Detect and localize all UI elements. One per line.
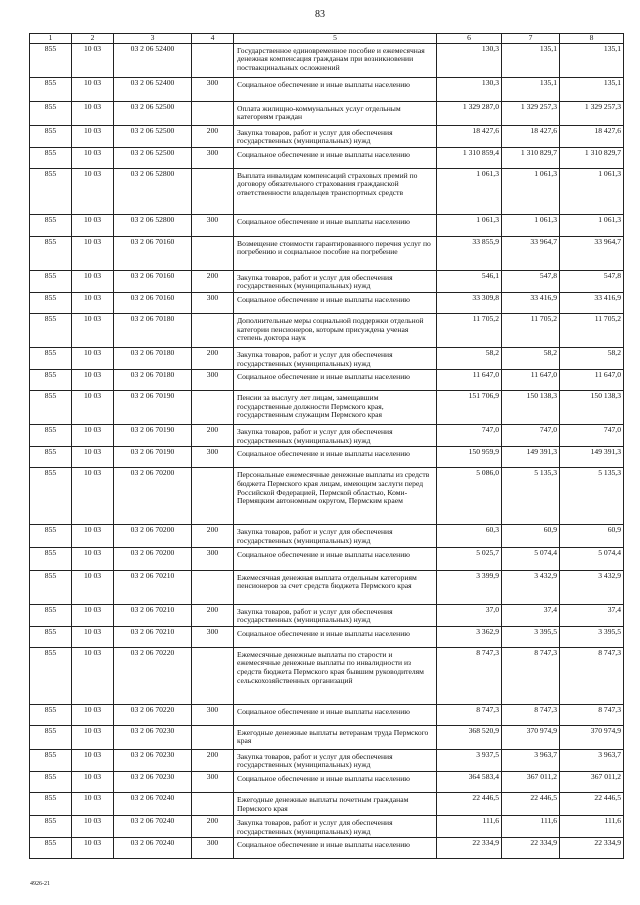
cell-expense-type: 300	[192, 77, 234, 101]
cell-ministry-code: 855	[30, 570, 72, 604]
header-col-1: 1	[30, 34, 72, 44]
cell-amount-col7: 60,9	[502, 525, 560, 547]
cell-expense-type: 200	[192, 604, 234, 626]
table-row	[30, 749, 624, 771]
cell-amount-col8: 5 135,3	[560, 468, 624, 525]
cell-amount-col8: 37,4	[560, 604, 624, 626]
cell-target-article: 03 2 06 70160	[114, 292, 192, 313]
cell-amount-col8: 11 705,2	[560, 313, 624, 347]
cell-name: Возмещение стоимости гарантированного перечня услуг по погребению и социальное пособие на погребение	[234, 236, 437, 270]
cell-target-article: 03 2 06 52800	[114, 214, 192, 236]
table-row	[30, 125, 624, 147]
cell-section-code: 10 03	[72, 570, 114, 604]
cell-target-article: 03 2 06 52800	[114, 168, 192, 214]
cell-section-code: 10 03	[72, 447, 114, 468]
cell-amount-col6: 5 086,0	[437, 468, 502, 525]
cell-ministry-code: 855	[30, 725, 72, 749]
cell-section-code: 10 03	[72, 525, 114, 547]
page-number: 83	[315, 9, 325, 20]
cell-ministry-code: 855	[30, 391, 72, 425]
cell-name: Персональные ежемесячные денежные выплаты из средств бюджета Пермского края лицам, имеющим заслуги перед Российской Федерацией, Пермской областью, Коми-Пермяцким автономным округом, Пермским краем	[234, 468, 437, 525]
cell-amount-col8: 58,2	[560, 347, 624, 369]
cell-ministry-code: 855	[30, 313, 72, 347]
cell-amount-col8: 367 011,2	[560, 771, 624, 792]
cell-expense-type	[192, 570, 234, 604]
cell-amount-col6: 3 937,5	[437, 749, 502, 771]
cell-ministry-code: 855	[30, 468, 72, 525]
cell-target-article: 03 2 06 70210	[114, 604, 192, 626]
cell-target-article: 03 2 06 70230	[114, 771, 192, 792]
cell-ministry-code: 855	[30, 626, 72, 647]
cell-amount-col8: 33 964,7	[560, 236, 624, 270]
table-body	[30, 34, 624, 859]
cell-target-article: 03 2 06 70160	[114, 270, 192, 292]
cell-amount-col6: 33 855,9	[437, 236, 502, 270]
table-row	[30, 604, 624, 626]
cell-expense-type: 300	[192, 147, 234, 168]
cell-amount-col6: 22 334,9	[437, 838, 502, 859]
cell-section-code: 10 03	[72, 391, 114, 425]
cell-amount-col7: 1 061,3	[502, 214, 560, 236]
cell-target-article: 03 2 06 70180	[114, 313, 192, 347]
table-row	[30, 391, 624, 425]
cell-expense-type: 200	[192, 425, 234, 447]
cell-section-code: 10 03	[72, 725, 114, 749]
cell-amount-col7: 1 310 829,7	[502, 147, 560, 168]
cell-amount-col7: 135,1	[502, 77, 560, 101]
cell-amount-col7: 8 747,3	[502, 647, 560, 704]
cell-expense-type: 300	[192, 626, 234, 647]
cell-section-code: 10 03	[72, 647, 114, 704]
cell-amount-col6: 111,6	[437, 815, 502, 837]
cell-ministry-code: 855	[30, 168, 72, 214]
table-row	[30, 43, 624, 77]
cell-amount-col6: 151 706,9	[437, 391, 502, 425]
table-row	[30, 236, 624, 270]
budget-table	[29, 33, 624, 859]
cell-expense-type: 200	[192, 525, 234, 547]
cell-name: Ежегодные денежные выплаты ветеранам труда Пермского края	[234, 725, 437, 749]
cell-name: Социальное обеспечение и иные выплаты населению	[234, 447, 437, 468]
cell-expense-type	[192, 43, 234, 77]
cell-amount-col7: 747,0	[502, 425, 560, 447]
cell-amount-col7: 22 334,9	[502, 838, 560, 859]
cell-amount-col8: 1 329 257,3	[560, 101, 624, 125]
cell-expense-type	[192, 101, 234, 125]
header-col-5: 5	[234, 34, 437, 44]
cell-target-article: 03 2 06 52500	[114, 125, 192, 147]
cell-ministry-code: 855	[30, 101, 72, 125]
cell-section-code: 10 03	[72, 704, 114, 725]
cell-amount-col8: 5 074,4	[560, 547, 624, 570]
cell-expense-type: 200	[192, 815, 234, 837]
cell-expense-type: 300	[192, 838, 234, 859]
cell-ministry-code: 855	[30, 815, 72, 837]
cell-expense-type: 200	[192, 749, 234, 771]
cell-name: Социальное обеспечение и иные выплаты населению	[234, 370, 437, 391]
header-col-8: 8	[560, 34, 624, 44]
table-row	[30, 547, 624, 570]
cell-amount-col8: 149 391,3	[560, 447, 624, 468]
cell-section-code: 10 03	[72, 838, 114, 859]
cell-amount-col6: 3 399,9	[437, 570, 502, 604]
cell-amount-col7: 18 427,6	[502, 125, 560, 147]
cell-amount-col7: 5 074,4	[502, 547, 560, 570]
cell-target-article: 03 2 06 70200	[114, 547, 192, 570]
cell-amount-col8: 150 138,3	[560, 391, 624, 425]
cell-name: Социальное обеспечение и иные выплаты населению	[234, 147, 437, 168]
cell-amount-col8: 8 747,3	[560, 647, 624, 704]
table-row	[30, 570, 624, 604]
cell-ministry-code: 855	[30, 647, 72, 704]
table-row	[30, 313, 624, 347]
cell-target-article: 03 2 06 70240	[114, 815, 192, 837]
cell-amount-col6: 58,2	[437, 347, 502, 369]
cell-expense-type: 300	[192, 547, 234, 570]
cell-expense-type	[192, 792, 234, 815]
cell-amount-col6: 1 329 287,0	[437, 101, 502, 125]
cell-section-code: 10 03	[72, 425, 114, 447]
table-row	[30, 168, 624, 214]
cell-ministry-code: 855	[30, 43, 72, 77]
cell-section-code: 10 03	[72, 547, 114, 570]
cell-section-code: 10 03	[72, 313, 114, 347]
cell-ministry-code: 855	[30, 704, 72, 725]
cell-ministry-code: 855	[30, 547, 72, 570]
cell-amount-col7: 33 964,7	[502, 236, 560, 270]
cell-ministry-code: 855	[30, 792, 72, 815]
cell-amount-col8: 3 963,7	[560, 749, 624, 771]
cell-amount-col8: 8 747,3	[560, 704, 624, 725]
cell-target-article: 03 2 06 70190	[114, 425, 192, 447]
cell-name: Ежегодные денежные выплаты почетным гражданам Пермского края	[234, 792, 437, 815]
cell-amount-col7: 370 974,9	[502, 725, 560, 749]
cell-name: Закупка товаров, работ и услуг для обеспечения государственных (муниципальных) нужд	[234, 425, 437, 447]
cell-target-article: 03 2 06 70190	[114, 391, 192, 425]
cell-name: Социальное обеспечение и иные выплаты населению	[234, 704, 437, 725]
cell-target-article: 03 2 06 70210	[114, 570, 192, 604]
cell-name: Закупка товаров, работ и услуг для обеспечения государственных (муниципальных) нужд	[234, 604, 437, 626]
cell-name: Социальное обеспечение и иные выплаты населению	[234, 214, 437, 236]
cell-expense-type: 200	[192, 270, 234, 292]
table-row	[30, 292, 624, 313]
table-row	[30, 647, 624, 704]
cell-amount-col7: 11 705,2	[502, 313, 560, 347]
cell-target-article: 03 2 06 52400	[114, 77, 192, 101]
cell-amount-col6: 150 959,9	[437, 447, 502, 468]
cell-ministry-code: 855	[30, 147, 72, 168]
cell-expense-type: 200	[192, 347, 234, 369]
cell-amount-col8: 547,8	[560, 270, 624, 292]
cell-name: Пенсии за выслугу лет лицам, замещавшим государственные должности Пермского края, государственным служащим Пермского края	[234, 391, 437, 425]
header-col-6: 6	[437, 34, 502, 44]
cell-amount-col6: 130,3	[437, 43, 502, 77]
table-row	[30, 147, 624, 168]
footer-document-code: 4926-21	[30, 881, 50, 887]
table-row	[30, 626, 624, 647]
cell-target-article: 03 2 06 70210	[114, 626, 192, 647]
table-row	[30, 838, 624, 859]
cell-amount-col7: 1 061,3	[502, 168, 560, 214]
cell-target-article: 03 2 06 52500	[114, 147, 192, 168]
table-row	[30, 370, 624, 391]
cell-section-code: 10 03	[72, 77, 114, 101]
cell-target-article: 03 2 06 52400	[114, 43, 192, 77]
cell-target-article: 03 2 06 52500	[114, 101, 192, 125]
cell-ministry-code: 855	[30, 77, 72, 101]
cell-amount-col7: 149 391,3	[502, 447, 560, 468]
table-row	[30, 77, 624, 101]
cell-amount-col8: 3 395,5	[560, 626, 624, 647]
header-col-3: 3	[114, 34, 192, 44]
cell-amount-col6: 60,3	[437, 525, 502, 547]
cell-expense-type: 300	[192, 292, 234, 313]
cell-target-article: 03 2 06 70240	[114, 792, 192, 815]
cell-ministry-code: 855	[30, 749, 72, 771]
cell-section-code: 10 03	[72, 43, 114, 77]
cell-section-code: 10 03	[72, 168, 114, 214]
cell-amount-col8: 111,6	[560, 815, 624, 837]
cell-name: Социальное обеспечение и иные выплаты населению	[234, 547, 437, 570]
table-row	[30, 447, 624, 468]
cell-amount-col7: 37,4	[502, 604, 560, 626]
cell-name: Социальное обеспечение и иные выплаты населению	[234, 292, 437, 313]
table-row	[30, 704, 624, 725]
cell-amount-col6: 1 310 859,4	[437, 147, 502, 168]
cell-name: Социальное обеспечение и иные выплаты населению	[234, 626, 437, 647]
cell-ministry-code: 855	[30, 214, 72, 236]
cell-target-article: 03 2 06 70220	[114, 704, 192, 725]
cell-section-code: 10 03	[72, 626, 114, 647]
cell-amount-col6: 33 309,8	[437, 292, 502, 313]
cell-expense-type: 300	[192, 771, 234, 792]
cell-section-code: 10 03	[72, 147, 114, 168]
cell-section-code: 10 03	[72, 101, 114, 125]
cell-target-article: 03 2 06 70190	[114, 447, 192, 468]
cell-amount-col7: 3 432,9	[502, 570, 560, 604]
cell-amount-col7: 111,6	[502, 815, 560, 837]
cell-amount-col7: 33 416,9	[502, 292, 560, 313]
cell-target-article: 03 2 06 70200	[114, 468, 192, 525]
cell-section-code: 10 03	[72, 236, 114, 270]
cell-amount-col6: 3 362,9	[437, 626, 502, 647]
cell-amount-col6: 22 446,5	[437, 792, 502, 815]
cell-target-article: 03 2 06 70220	[114, 647, 192, 704]
cell-amount-col6: 8 747,3	[437, 704, 502, 725]
header-col-2: 2	[72, 34, 114, 44]
cell-section-code: 10 03	[72, 270, 114, 292]
table-header-row	[30, 34, 624, 44]
cell-amount-col8: 18 427,6	[560, 125, 624, 147]
cell-expense-type: 200	[192, 125, 234, 147]
cell-expense-type	[192, 313, 234, 347]
table-row	[30, 725, 624, 749]
cell-ministry-code: 855	[30, 604, 72, 626]
table-row	[30, 468, 624, 525]
cell-ministry-code: 855	[30, 347, 72, 369]
cell-amount-col7: 1 329 257,3	[502, 101, 560, 125]
header-col-7: 7	[502, 34, 560, 44]
cell-name: Закупка товаров, работ и услуг для обеспечения государственных (муниципальных) нужд	[234, 125, 437, 147]
cell-amount-col7: 367 011,2	[502, 771, 560, 792]
cell-amount-col7: 22 446,5	[502, 792, 560, 815]
table-row	[30, 425, 624, 447]
header-col-4: 4	[192, 34, 234, 44]
cell-ministry-code: 855	[30, 838, 72, 859]
cell-amount-col6: 747,0	[437, 425, 502, 447]
cell-amount-col7: 5 135,3	[502, 468, 560, 525]
budget-table-container	[29, 33, 623, 859]
cell-name: Социальное обеспечение и иные выплаты населению	[234, 838, 437, 859]
cell-name: Ежемесячные денежные выплаты по старости и ежемесячные денежные выплаты по инвалидности из средств бюджета Пермского края бывшим руководителям сельскохозяйственных организаций	[234, 647, 437, 704]
cell-section-code: 10 03	[72, 214, 114, 236]
cell-ministry-code: 855	[30, 525, 72, 547]
cell-target-article: 03 2 06 70200	[114, 525, 192, 547]
cell-expense-type	[192, 391, 234, 425]
cell-amount-col7: 547,8	[502, 270, 560, 292]
cell-section-code: 10 03	[72, 292, 114, 313]
table-row	[30, 101, 624, 125]
cell-target-article: 03 2 06 70160	[114, 236, 192, 270]
cell-section-code: 10 03	[72, 468, 114, 525]
cell-amount-col7: 150 138,3	[502, 391, 560, 425]
cell-section-code: 10 03	[72, 771, 114, 792]
cell-amount-col8: 135,1	[560, 77, 624, 101]
cell-amount-col6: 1 061,3	[437, 168, 502, 214]
cell-section-code: 10 03	[72, 749, 114, 771]
cell-amount-col8: 11 647,0	[560, 370, 624, 391]
cell-ministry-code: 855	[30, 270, 72, 292]
cell-expense-type: 300	[192, 214, 234, 236]
cell-ministry-code: 855	[30, 236, 72, 270]
cell-amount-col8: 22 334,9	[560, 838, 624, 859]
cell-expense-type: 300	[192, 370, 234, 391]
cell-section-code: 10 03	[72, 792, 114, 815]
cell-amount-col6: 5 025,7	[437, 547, 502, 570]
cell-section-code: 10 03	[72, 604, 114, 626]
table-row	[30, 214, 624, 236]
cell-expense-type	[192, 468, 234, 525]
cell-amount-col7: 135,1	[502, 43, 560, 77]
cell-name: Оплата жилищно-коммунальных услуг отдельным категориям граждан	[234, 101, 437, 125]
cell-target-article: 03 2 06 70180	[114, 370, 192, 391]
cell-name: Закупка товаров, работ и услуг для обеспечения государственных (муниципальных) нужд	[234, 270, 437, 292]
cell-expense-type: 300	[192, 447, 234, 468]
cell-amount-col8: 1 310 829,7	[560, 147, 624, 168]
cell-section-code: 10 03	[72, 125, 114, 147]
cell-amount-col7: 8 747,3	[502, 704, 560, 725]
cell-name: Социальное обеспечение и иные выплаты населению	[234, 771, 437, 792]
table-row	[30, 270, 624, 292]
cell-ministry-code: 855	[30, 125, 72, 147]
cell-expense-type	[192, 725, 234, 749]
cell-amount-col6: 130,3	[437, 77, 502, 101]
cell-name: Закупка товаров, работ и услуг для обеспечения государственных (муниципальных) нужд	[234, 815, 437, 837]
cell-amount-col8: 747,0	[560, 425, 624, 447]
cell-name: Государственное единовременное пособие и ежемесячная денежная компенсация гражданам при возникновении поствакцинальных осложнений	[234, 43, 437, 77]
cell-amount-col7: 3 963,7	[502, 749, 560, 771]
cell-target-article: 03 2 06 70230	[114, 725, 192, 749]
cell-amount-col6: 546,1	[437, 270, 502, 292]
cell-amount-col8: 1 061,3	[560, 214, 624, 236]
cell-target-article: 03 2 06 70240	[114, 838, 192, 859]
table-row	[30, 792, 624, 815]
cell-section-code: 10 03	[72, 815, 114, 837]
cell-name: Дополнительные меры социальной поддержки отдельной категории пенсионеров, которым присуждена ученая степень доктора наук	[234, 313, 437, 347]
cell-amount-col7: 58,2	[502, 347, 560, 369]
cell-target-article: 03 2 06 70180	[114, 347, 192, 369]
table-row	[30, 347, 624, 369]
cell-target-article: 03 2 06 70230	[114, 749, 192, 771]
cell-amount-col6: 8 747,3	[437, 647, 502, 704]
cell-amount-col6: 11 647,0	[437, 370, 502, 391]
cell-amount-col6: 368 520,9	[437, 725, 502, 749]
cell-expense-type: 300	[192, 704, 234, 725]
cell-name: Ежемесячная денежная выплата отдельным категориям пенсионеров за счет средств бюджета Пермского края	[234, 570, 437, 604]
cell-expense-type	[192, 168, 234, 214]
cell-amount-col7: 3 395,5	[502, 626, 560, 647]
cell-amount-col8: 135,1	[560, 43, 624, 77]
cell-ministry-code: 855	[30, 292, 72, 313]
cell-amount-col8: 22 446,5	[560, 792, 624, 815]
cell-section-code: 10 03	[72, 370, 114, 391]
cell-amount-col7: 11 647,0	[502, 370, 560, 391]
cell-ministry-code: 855	[30, 771, 72, 792]
cell-amount-col8: 370 974,9	[560, 725, 624, 749]
cell-expense-type	[192, 647, 234, 704]
table-row	[30, 815, 624, 837]
cell-amount-col8: 33 416,9	[560, 292, 624, 313]
table-row	[30, 771, 624, 792]
cell-amount-col6: 1 061,3	[437, 214, 502, 236]
cell-amount-col8: 1 061,3	[560, 168, 624, 214]
cell-amount-col8: 3 432,9	[560, 570, 624, 604]
cell-name: Закупка товаров, работ и услуг для обеспечения государственных (муниципальных) нужд	[234, 347, 437, 369]
cell-amount-col6: 18 427,6	[437, 125, 502, 147]
cell-expense-type	[192, 236, 234, 270]
cell-amount-col6: 364 583,4	[437, 771, 502, 792]
cell-name: Закупка товаров, работ и услуг для обеспечения государственных (муниципальных) нужд	[234, 525, 437, 547]
cell-ministry-code: 855	[30, 370, 72, 391]
cell-name: Закупка товаров, работ и услуг для обеспечения государственных (муниципальных) нужд	[234, 749, 437, 771]
cell-amount-col6: 37,0	[437, 604, 502, 626]
cell-name: Социальное обеспечение и иные выплаты населению	[234, 77, 437, 101]
cell-amount-col8: 60,9	[560, 525, 624, 547]
cell-ministry-code: 855	[30, 447, 72, 468]
cell-name: Выплата инвалидам компенсаций страховых премий по договору обязательного страхования гражданской ответственности владельцев транспортных средств	[234, 168, 437, 214]
table-row	[30, 525, 624, 547]
cell-section-code: 10 03	[72, 347, 114, 369]
cell-amount-col6: 11 705,2	[437, 313, 502, 347]
cell-ministry-code: 855	[30, 425, 72, 447]
